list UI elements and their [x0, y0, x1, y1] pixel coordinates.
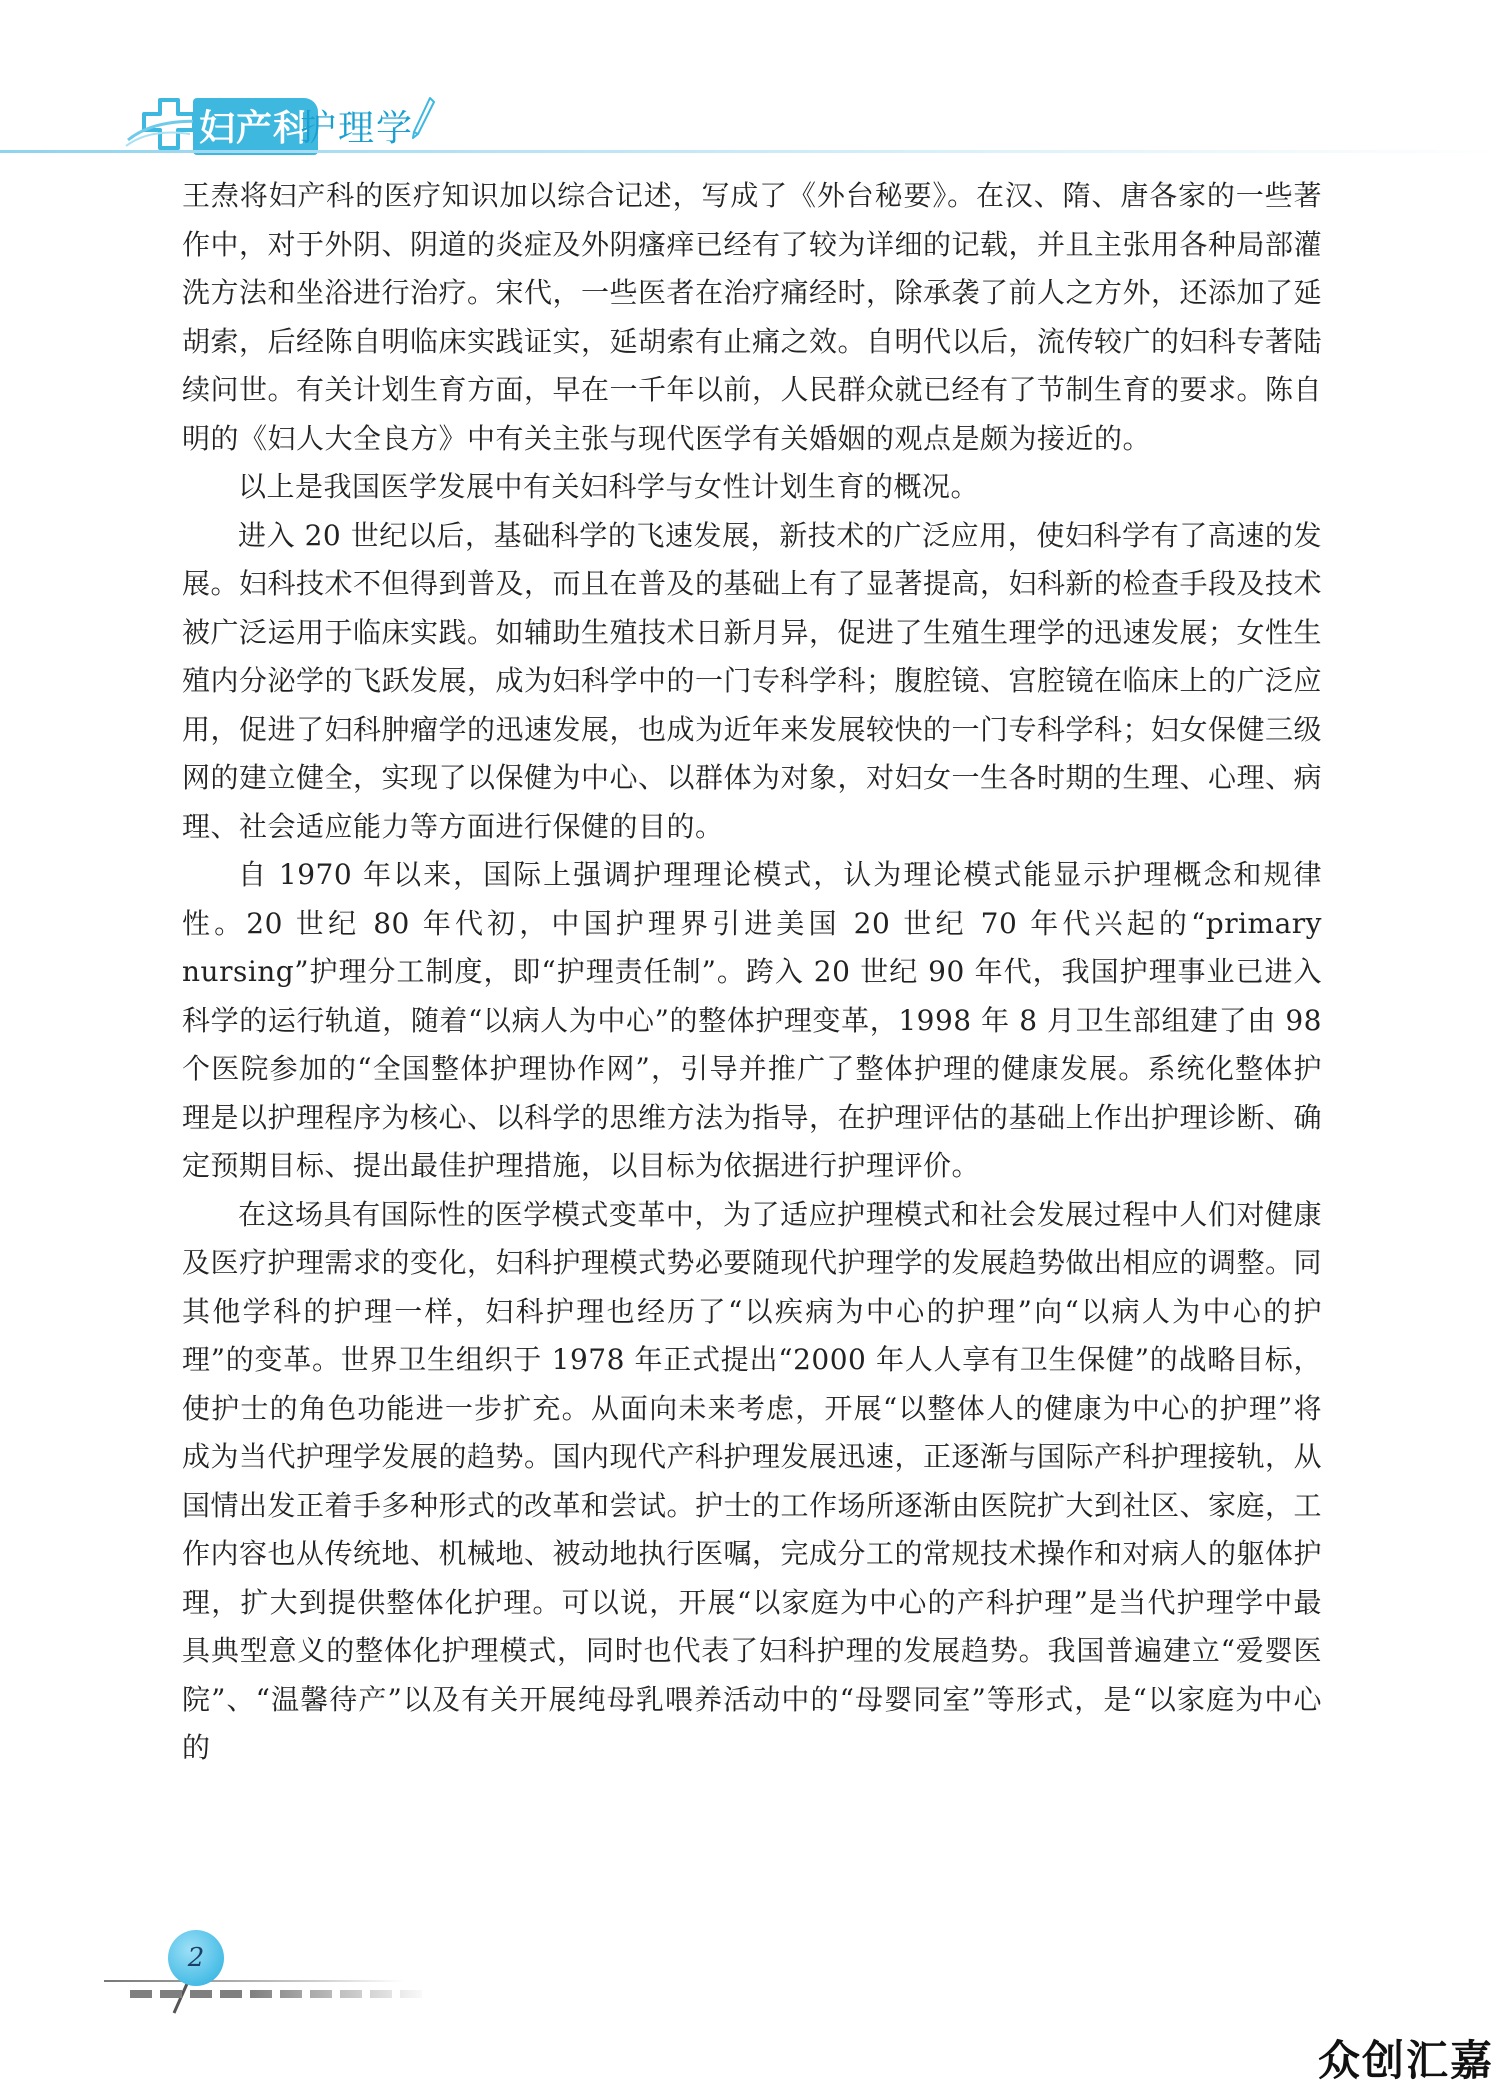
header-title-nursing: 护理学	[300, 108, 415, 149]
paragraph-1: 王焘将妇产科的医疗知识加以综合记述，写成了《外台秘要》。在汉、隋、唐各家的一些著作中，对于外阴、阴道的炎症及外阴瘙痒已经有了较为详细的记载，并且主张用各种局部灌洗方法和坐浴进行治疗。宋代，一些医者在治疗痛经时，除承袭了前人之方外，还添加了延胡索，后经陈自明临床实践证实，延胡索有止痛之效。自明代以后，流传较广的妇科专著陆续问世。有关计划生育方面，早在一千年以前，人民群众就已经有了节制生育的要求。陈自明的《妇人大全良方》中有关主张与现代医学有关婚姻的观点是颇为接近的。	[182, 179, 1323, 455]
paragraph-3: 进入 20 世纪以后，基础科学的飞速发展，新技术的广泛应用，使妇科学有了高速的发展。妇科技术不但得到普及，而且在普及的基础上有了显著提高，妇科新的检查手段及技术被广泛运用于临床实践。如辅助生殖技术日新月异，促进了生殖生理学的迅速发展；女性生殖内分泌学的飞跃发展，成为妇科学中的一门专科学科；腹腔镜、宫腔镜在临床上的广泛应用，促进了妇科肿瘤学的迅速发展，也成为近年来发展较快的一门专科学科；妇女保健三级网的建立健全，实现了以保健为中心、以群体为对象，对妇女一生各时期的生理、心理、病理、社会适应能力等方面进行保健的目的。	[182, 518, 1323, 843]
paragraph-5: 在这场具有国际性的医学模式变革中，为了适应护理模式和社会发展过程中人们对健康及医疗护理需求的变化，妇科护理模式势必要随现代护理学的发展趋势做出相应的调整。同其他学科的护理一样，妇科护理也经历了“以疾病为中心的护理”向“以病人为中心的护理”的变革。世界卫生组织于 1978 年正式提出“2000 年人人享有卫生保健”的战略目标，使护士的角色功能进一步扩充。从面向未来考虑，开展“以整体人的健康为中心的护理”将成为当代护理学发展的趋势。国内现代产科护理发展迅速，正逐渐与国际产科护理接轨，从国情出发正着手多种形式的改革和尝试。护士的工作场所逐渐由医院扩大到社区、家庭，工作内容也从传统地、机械地、被动地执行医嘱，完成分工的常规技术操作和对病人的躯体护理，扩大到提供整体化护理。可以说，开展“以家庭为中心的产科护理”是当代护理学中最具典型意义的整体化护理模式，同时也代表了妇科护理的发展趋势。我国普遍建立“爱婴医院”、“温馨待产”以及有关开展纯母乳喂养活动中的“母婴同室”等形式，是“以家庭为中心的	[182, 1197, 1323, 1764]
header-rule	[0, 150, 1504, 153]
pen-icon	[410, 96, 436, 140]
watermark: 众创汇嘉	[1317, 2036, 1494, 2085]
header-title-obstetrics: 妇产科	[193, 98, 318, 155]
page-number-badge	[168, 1930, 224, 1986]
footer-rule	[104, 1980, 404, 1982]
page-number: 2	[187, 1943, 205, 1973]
body-text	[182, 172, 1322, 1773]
footer-dashes	[130, 1990, 430, 1998]
paragraph-4: 自 1970 年以来，国际上强调护理理论模式，认为理论模式能显示护理概念和规律性。20 世纪 80 年代初，中国护理界引进美国 20 世纪 70 年代兴起的“primary nursing”护理分工制度，即“护理责任制”。跨入 20 世纪 90 年代，我国护理事业已进入科学的运行轨道，随着“以病人为中心”的整体护理变革，1998 年 8 月卫生部组建了由 98 个医院参加的“全国整体护理协作网”，引导并推广了整体护理的健康发展。系统化整体护理是以护理程序为核心、以科学的思维方法为指导，在护理评估的基础上作出护理诊断、确定预期目标、提出最佳护理措施，以目标为依据进行护理评价。	[182, 858, 1323, 1182]
paragraph-2: 以上是我国医学发展中有关妇科学与女性计划生育的概况。	[238, 470, 980, 503]
